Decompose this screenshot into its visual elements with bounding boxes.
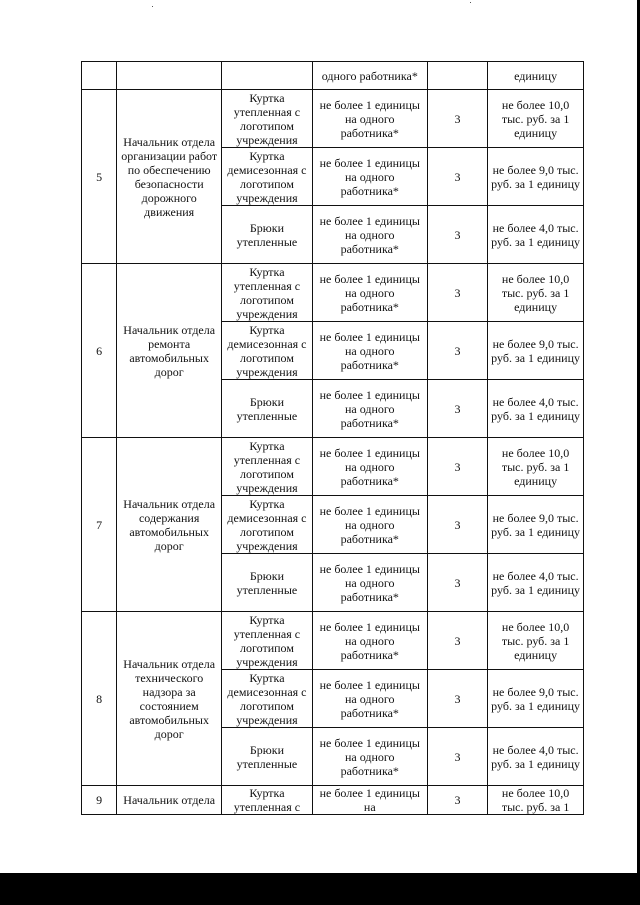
norm-cell: не более 1 единицы на одного работника* [312,148,427,206]
item-cell: Куртка демисезонная с логотипом учреждения [222,148,313,206]
years-cell: 3 [427,380,487,438]
item-cell: Куртка утепленная с логотипом учреждения [222,612,313,670]
years-cell: 3 [427,612,487,670]
years-cell: 3 [427,728,487,786]
years-cell: 3 [427,670,487,728]
item-cell: Куртка утепленная с логотипом учреждения [222,438,313,496]
item-cell [222,62,313,90]
norm-cell: не более 1 единицы на одного работника* [312,380,427,438]
item-cell: Брюки утепленные [222,554,313,612]
position-cell: Начальник отдела технического надзора за состоянием автомобильных дорог [117,612,222,786]
price-cell: не более 9,0 тыс. руб. за 1 единицу [488,670,584,728]
price-cell: не более 4,0 тыс. руб. за 1 единицу [488,380,584,438]
scan-speck [152,6,153,7]
uniform-norms-table [81,61,584,815]
norm-cell: не более 1 единицы на одного работника* [312,496,427,554]
scan-bottom-bar [0,873,640,905]
item-cell: Куртка демисезонная с логотипом учреждения [222,670,313,728]
item-cell: Брюки утепленные [222,728,313,786]
item-cell: Брюки утепленные [222,380,313,438]
years-cell: 3 [427,496,487,554]
price-cell: не более 9,0 тыс. руб. за 1 единицу [488,322,584,380]
price-cell: не более 9,0 тыс. руб. за 1 единицу [488,148,584,206]
num-cell: 6 [82,264,117,438]
norm-cell: не более 1 единицы на одного работника* [312,670,427,728]
num-cell: 5 [82,90,117,264]
num-cell [82,62,117,90]
norm-cell: не более 1 единицы на одного работника* [312,322,427,380]
table-row [82,90,584,148]
years-cell: 3 [427,786,487,815]
price-cell: не более 4,0 тыс. руб. за 1 единицу [488,206,584,264]
years-cell: 3 [427,264,487,322]
price-cell: не более 10,0 тыс. руб. за 1 единицу [488,612,584,670]
norm-cell: не более 1 единицы на одного работника* [312,264,427,322]
position-cell: Начальник отдела ремонта автомобильных дорог [117,264,222,438]
position-cell: Начальник отдела организации работ по обеспечению безопасности дорожного движения [117,90,222,264]
price-cell: не более 10,0 тыс. руб. за 1 [488,786,584,815]
num-cell: 8 [82,612,117,786]
position-cell: Начальник отдела содержания автомобильных дорог [117,438,222,612]
item-cell: Куртка демисезонная с логотипом учреждения [222,322,313,380]
item-cell: Брюки утепленные [222,206,313,264]
years-cell: 3 [427,554,487,612]
position-cell: Начальник отдела [117,786,222,815]
years-cell: 3 [427,322,487,380]
table-row [82,786,584,815]
position-cell [117,62,222,90]
years-cell: 3 [427,206,487,264]
price-cell: единицу [488,62,584,90]
years-cell: 3 [427,148,487,206]
num-cell: 9 [82,786,117,815]
norm-cell: не более 1 единицы на одного работника* [312,438,427,496]
norm-cell: не более 1 единицы на одного работника* [312,728,427,786]
table-row-continued [82,62,584,90]
scan-speck [470,2,471,3]
item-cell: Куртка утепленная с [222,786,313,815]
norm-cell: не более 1 единицы на [312,786,427,815]
price-cell: не более 10,0 тыс. руб. за 1 единицу [488,264,584,322]
price-cell: не более 10,0 тыс. руб. за 1 единицу [488,90,584,148]
item-cell: Куртка демисезонная с логотипом учреждения [222,496,313,554]
price-cell: не более 4,0 тыс. руб. за 1 единицу [488,728,584,786]
norm-cell: не более 1 единицы на одного работника* [312,90,427,148]
table-row [82,612,584,670]
norm-cell: не более 1 единицы на одного работника* [312,554,427,612]
years-cell: 3 [427,90,487,148]
norm-cell: одного работника* [312,62,427,90]
norm-cell: не более 1 единицы на одного работника* [312,206,427,264]
years-cell: 3 [427,438,487,496]
price-cell: не более 9,0 тыс. руб. за 1 единицу [488,496,584,554]
years-cell [427,62,487,90]
num-cell: 7 [82,438,117,612]
item-cell: Куртка утепленная с логотипом учреждения [222,264,313,322]
price-cell: не более 4,0 тыс. руб. за 1 единицу [488,554,584,612]
norm-cell: не более 1 единицы на одного работника* [312,612,427,670]
price-cell: не более 10,0 тыс. руб. за 1 единицу [488,438,584,496]
table-row [82,264,584,322]
table-row [82,438,584,496]
item-cell: Куртка утепленная с логотипом учреждения [222,90,313,148]
